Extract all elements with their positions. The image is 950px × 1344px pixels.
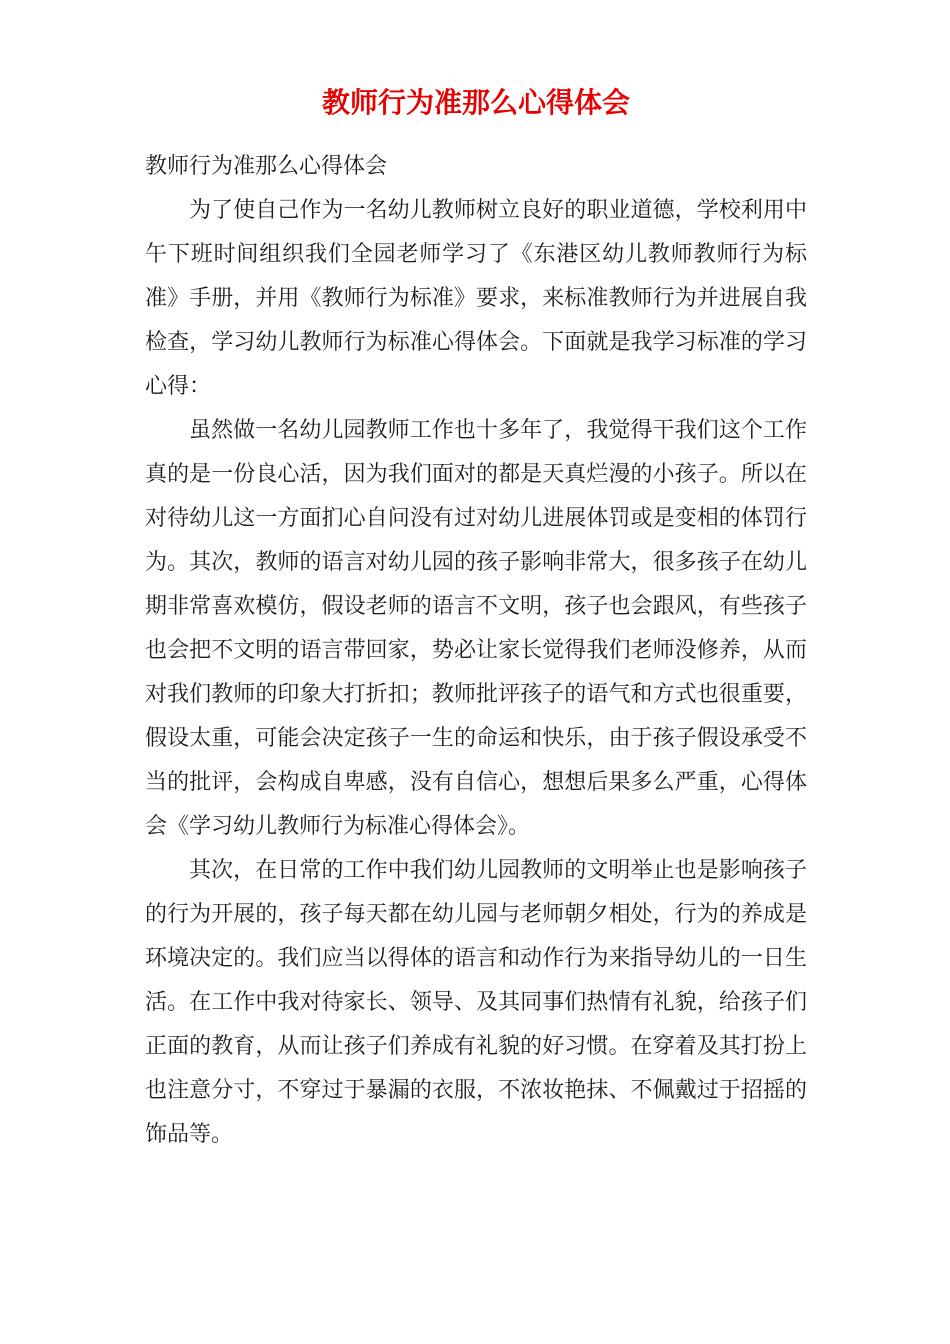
- paragraph: 虽然做一名幼儿园教师工作也十多年了，我觉得干我们这个工作真的是一份良心活，因为我们面对的都是天真烂漫的小孩子。所以在对待幼儿这一方面扪心自问没有过对幼儿进展体罚或是变相的体罚行为。其次，教师的语言对幼儿园的孩子影响非常大，很多孩子在幼儿期非常喜欢模仿，假设老师的语言不文明，孩子也会跟风，有些孩子也会把不文明的语言带回家，势必让家长觉得我们老师没修养，从而对我们教师的印象大打折扣；教师批评孩子的语气和方式也很重要，假设太重，可能会决定孩子一生的命运和快乐，由于孩子假设承受不当的批评，会构成自卑感，没有自信心，想想后果多么严重，心得体会《学习幼儿教师行为标准心得体会》。: [145, 417, 807, 838]
- document-body: [145, 144, 807, 1156]
- document-title: 教师行为准那么心得体会: [321, 87, 630, 118]
- paragraph: 为了使自己作为一名幼儿教师树立良好的职业道德，学校利用中午下班时间组织我们全园老师学习了《东港区幼儿教师教师行为标准》手册，并用《教师行为标准》要求，来标准教师行为并进展自我检查，学习幼儿教师行为标准心得体会。下面就是我学习标准的学习心得：: [145, 197, 807, 398]
- paragraph: 其次，在日常的工作中我们幼儿园教师的文明举止也是影响孩子的行为开展的，孩子每天都在幼儿园与老师朝夕相处，行为的养成是环境决定的。我们应当以得体的语言和动作行为来指导幼儿的一日生活。在工作中我对待家长、领导、及其同事们热情有礼貌，给孩子们正面的教育，从而让孩子们养成有礼貌的好习惯。在穿着及其打扮上也注意分寸，不穿过于暴漏的衣服，不浓妆艳抹、不佩戴过于招摇的饰品等。: [145, 857, 807, 1146]
- paragraph: 教师行为准那么心得体会: [145, 153, 388, 178]
- document-content: [145, 84, 807, 1156]
